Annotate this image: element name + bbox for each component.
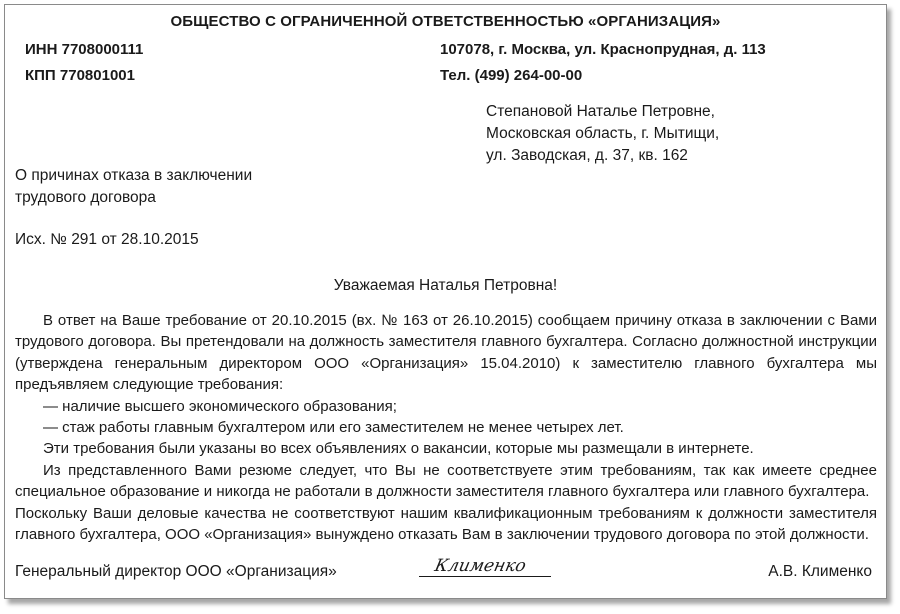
body-paragraph: Поскольку Ваши деловые качества не соответствуют нашим квалификационным требованиям к должности заместителя главного бухгалтера, ООО «Организация» вынуждено отказать Вам в заключении трудового договора по этой должности. [15, 504, 877, 544]
recipient-name: Степановой Наталье Петровне, [486, 103, 715, 120]
body-paragraph: Из представленного Вами резюме следует, что Вы не соответствуете этим требованиям, так как имеете среднее специальное образование и никогда не работали в должности заместителя главного бухгалтера или главного бухгалтера. [15, 461, 877, 501]
body-paragraph: В ответ на Ваше требование от 20.10.2015 (вх. № 163 от 26.10.2015) сообщаем причину отказа в заключении с Вами трудового договора. Вы претендовали на должность заместителя главного бухгалтера. Согласно должностной инструкции (утверждена генеральным директором ООО «Организация» 15.04.2010) к заместителю главного бухгалтера мы предъявляем следующие требования: [15, 312, 877, 394]
recipient-block [486, 101, 719, 167]
signatory-name: А.В. Клименко [768, 563, 872, 580]
organization-phone: Тел. (499) 264-00-00 [440, 67, 583, 84]
requirement-item: — наличие высшего экономического образования; [43, 397, 397, 415]
kpp: КПП 770801001 [25, 67, 135, 84]
letter-page [4, 4, 887, 599]
letter-subject [15, 165, 252, 209]
recipient-street: ул. Заводская, д. 37, кв. 162 [486, 147, 688, 164]
signatory-position: Генеральный директор ООО «Организация» [15, 563, 337, 580]
signature-line [419, 576, 551, 577]
subject-line-1: О причинах отказа в заключении [15, 167, 253, 184]
outgoing-reference: Исх. № 291 от 28.10.2015 [15, 231, 199, 248]
letter-body [15, 310, 877, 545]
greeting: Уважаемая Наталья Петровна! [333, 277, 558, 294]
organization-name: ОБЩЕСТВО С ОГРАНИЧЕННОЙ ОТВЕТСТВЕННОСТЬЮ «ОРГАНИЗАЦИЯ» [170, 13, 721, 30]
handwritten-signature: Клименко [432, 556, 528, 576]
body-paragraph: Эти требования были указаны во всех объявлениях о вакансии, которые мы размещали в интернете. [43, 440, 754, 458]
inn: ИНН 7708000111 [25, 41, 144, 58]
recipient-city: Московская область, г. Мытищи, [486, 125, 720, 142]
subject-line-2: трудового договора [15, 189, 156, 206]
requirement-item: — стаж работы главным бухгалтером или его заместителем не менее четырех лет. [43, 419, 624, 437]
organization-address: 107078, г. Москва, ул. Краснопрудная, д. 113 [440, 41, 766, 58]
